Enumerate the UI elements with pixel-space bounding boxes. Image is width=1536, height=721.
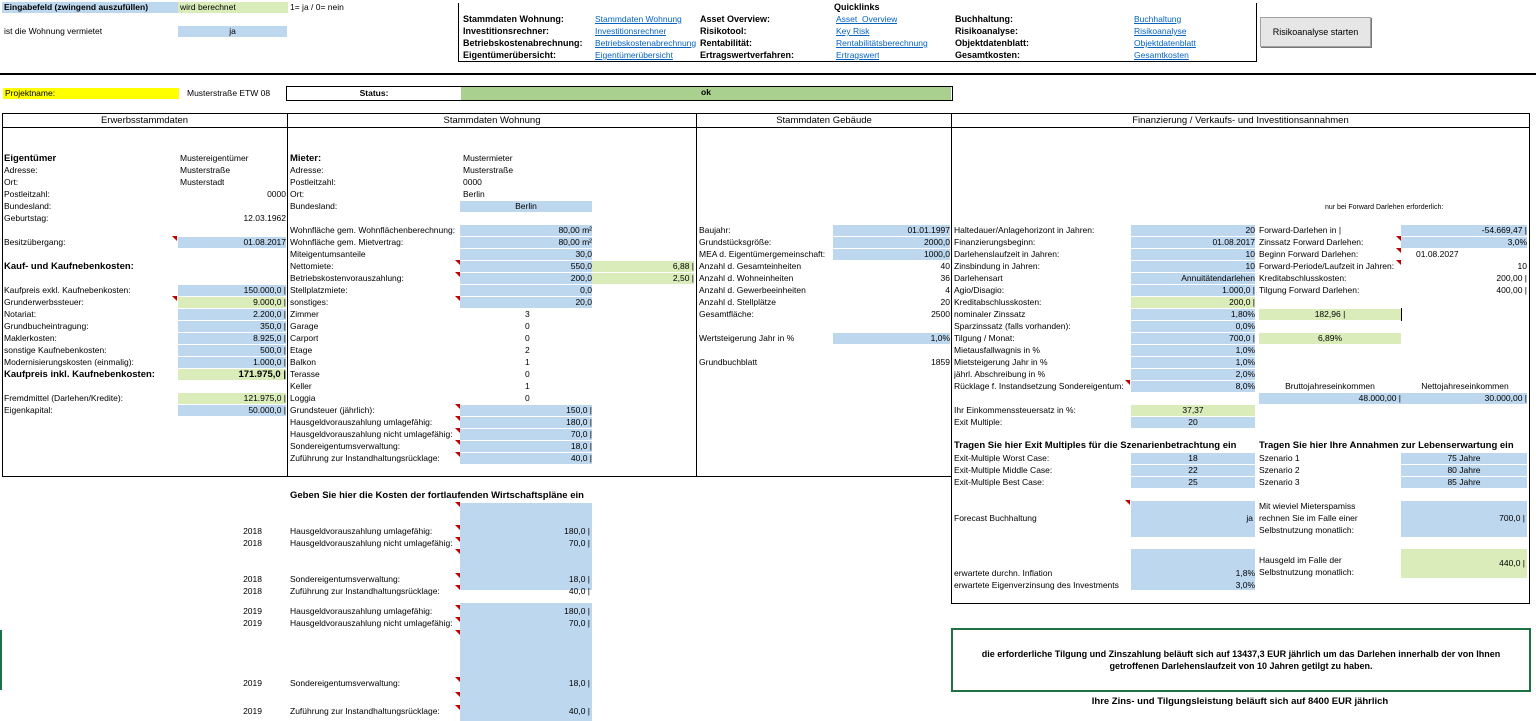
legend-yesno: 1= ja / 0= nein xyxy=(290,2,344,12)
cost-value: 9.000,0 | xyxy=(178,297,286,308)
plan-label: Hausgeldvorauszahlung nicht umlagefähig: xyxy=(290,618,453,628)
cost-label: sonstige Kaufnebenkosten: xyxy=(4,345,107,355)
gebaeude-label: Wertsteigerung Jahr in % xyxy=(699,333,795,343)
tenant-value[interactable]: Mustermieter xyxy=(463,153,513,163)
wohnung-row-label: Adresse: xyxy=(290,165,324,175)
quicklink-rentabilit-tsberechnung[interactable]: Rentabilitätsberechnung xyxy=(836,38,928,48)
comment-marker xyxy=(455,537,460,542)
mieter-q2: rechnen Sie im Falle einer xyxy=(1259,513,1358,523)
wohnung-value-input[interactable]: 200,0 xyxy=(460,273,592,284)
cost-label: Maklerkosten: xyxy=(4,333,57,343)
forward-label: Zinssatz Forward Darlehen: xyxy=(1259,237,1364,247)
finanz-value[interactable]: 01.08.2017 xyxy=(1131,237,1255,248)
gebaeude-value[interactable]: 20 xyxy=(940,297,950,307)
gebaeude-label: Anzahl d. Wohneinheiten xyxy=(699,273,794,283)
quicklink-gesamtkosten[interactable]: Gesamtkosten xyxy=(1134,50,1189,60)
cost-label: Grunderwerbssteuer: xyxy=(4,297,84,307)
forward-label: Forward-Darlehen in | xyxy=(1259,225,1342,235)
comment-marker xyxy=(455,677,460,682)
plan-label: Zuführung zur Instandhaltungsrücklage: xyxy=(290,586,440,596)
life-title: Tragen Sie hier Ihre Annahmen zur Lebenserwartung ein xyxy=(1259,440,1514,451)
room-value[interactable]: 0 xyxy=(525,393,530,403)
exit-title: Tragen Sie hier Exit Multiples für die Szenarienbetrachtung ein xyxy=(954,440,1237,451)
infl-input[interactable]: 1,8% xyxy=(1235,568,1255,578)
finanz-label: Tilgung / Monat: xyxy=(954,333,1015,343)
comment-marker xyxy=(455,416,460,421)
quicklink-stammdaten-wohnung[interactable]: Stammdaten Wohnung xyxy=(595,14,682,24)
room-label: Etage xyxy=(290,345,313,355)
finanz-value[interactable]: 1.000,0 | xyxy=(1131,285,1255,296)
forward-label: Tilgung Forward Darlehen: xyxy=(1259,285,1360,295)
quicklink-label: Rentabilität: xyxy=(700,38,753,48)
comment-marker xyxy=(1396,248,1401,253)
exit-scenario-label: Exit-Multiple Worst Case: xyxy=(954,453,1050,463)
wohnung-row-value[interactable]: 0000 xyxy=(463,177,482,187)
cost-value[interactable]: 1.000,0 | xyxy=(178,357,286,368)
finanz-value[interactable]: 20 xyxy=(1131,225,1255,236)
frame-left xyxy=(2,113,3,476)
plan-year: 2018 xyxy=(243,586,262,596)
wohnung-value-label: Nettomiete: xyxy=(290,261,334,271)
fee-label: Hausgeldvorauszahlung nicht umlagefähig: xyxy=(290,429,453,439)
calc-value-1: 182,96 | xyxy=(1259,309,1401,320)
frame-gebaeude-right xyxy=(951,113,952,604)
erwerb-row-label: Bundesland: xyxy=(4,201,52,211)
comment-marker xyxy=(1396,236,1401,241)
cost-label: Notariat: xyxy=(4,309,37,319)
fee-label: Zuführung zur Instandhaltungsrücklage: xyxy=(290,453,440,463)
hausgeld-q2: Selbstnutzung monatlich: xyxy=(1259,567,1354,577)
wohnung-row-value[interactable]: Musterstraße xyxy=(463,165,514,175)
comment-marker xyxy=(455,630,460,635)
quicklink-label: Eigentümerübersicht: xyxy=(463,50,557,60)
finanz-label: jährl. Abschreibung in % xyxy=(954,369,1046,379)
plan-input[interactable]: 180,0 | xyxy=(564,526,590,536)
finanz-label: Darlehensart xyxy=(954,273,1003,283)
header-erwerb: Erwerbsstammdaten xyxy=(100,115,189,126)
plan-year: 2018 xyxy=(243,526,262,536)
quicklink-label: Risikotool: xyxy=(700,26,747,36)
room-value[interactable]: 1 xyxy=(525,381,530,391)
quicklink-label: Ertragswertverfahren: xyxy=(700,50,795,60)
finanz-value[interactable]: 2,0% xyxy=(1131,369,1255,380)
hausgeld-input[interactable]: 440,0 | xyxy=(1499,558,1525,568)
quicklink-eigent-mer-bersicht[interactable]: Eigentümerübersicht xyxy=(595,50,673,60)
comment-marker xyxy=(455,404,460,409)
exit-scenario-input[interactable]: 18 xyxy=(1131,453,1255,464)
finanz-label: Kreditabschlusskosten: xyxy=(954,297,1042,307)
fee-input[interactable]: 40,0 | xyxy=(460,453,592,464)
risk-analysis-button[interactable]: Risikoanalyse starten xyxy=(1260,17,1371,47)
eigen-label: Eigenkapital: xyxy=(4,405,53,415)
wohnung-value-input[interactable]: 550,0 xyxy=(460,261,592,272)
section-top-line xyxy=(2,113,1529,114)
plan-input[interactable]: 40,0 | xyxy=(568,706,590,716)
finanz-value: 200,0 | xyxy=(1131,297,1255,308)
plan-input[interactable]: 40,0 | xyxy=(568,586,590,596)
besitz-label: Besitzübergang: xyxy=(4,237,66,247)
cost-label: Modernisierungskosten (einmalig): xyxy=(4,357,134,367)
gebaeude-label: Gesamtfläche: xyxy=(699,309,754,319)
calc-value-2: 6,89% xyxy=(1259,333,1401,344)
legend-computed: wird berechnet xyxy=(178,2,288,13)
legend-input: Eingabefeld (zwingend auszufüllen) xyxy=(2,2,179,13)
summary-text: die erforderliche Tilgung und Zinszahlung beläuft sich auf 13437,3 EUR jährlich um das Darlehen innerhalb der von Ihnen getroffenen Darlehenslaufzeit von 10 Jahren getilgt zu haben. xyxy=(981,649,1501,671)
mieter-input[interactable]: 700,0 | xyxy=(1499,513,1525,523)
plan-label: Hausgeldvorauszahlung nicht umlagefähig: xyxy=(290,538,453,548)
comment-marker xyxy=(455,296,460,301)
quicklink-buchhaltung[interactable]: Buchhaltung xyxy=(1134,14,1182,24)
finanz-value[interactable]: 1,0% xyxy=(1131,345,1255,356)
wohnung-value-input[interactable]: 0,0 xyxy=(460,285,592,296)
income-gross-input[interactable]: 48.000,00 | xyxy=(1259,393,1401,404)
wohnung-row-value[interactable]: Berlin xyxy=(460,201,592,212)
comment-marker xyxy=(172,236,177,241)
room-label: Terasse xyxy=(290,369,320,379)
life-scenario-input[interactable]: 75 Jahre xyxy=(1401,453,1527,464)
quicklink-label: Asset Overview: xyxy=(700,14,771,24)
quicklink-ertragswert[interactable]: Ertragswert xyxy=(836,50,880,60)
income-net-label: Nettojahreseinkommen xyxy=(1421,381,1509,391)
plan-year: 2018 xyxy=(243,574,262,584)
plan-input[interactable]: 180,0 | xyxy=(564,606,590,616)
infl-label: erwartete durchn. Inflation xyxy=(954,568,1053,578)
comment-marker xyxy=(455,549,460,554)
cost-label: Kaufpreis exkl. Kaufnebenkosten: xyxy=(4,285,131,295)
finanz-value[interactable]: 1,0% xyxy=(1131,357,1255,368)
finanz-label: Zinsbindung in Jahren: xyxy=(954,261,1041,271)
forecast-label: Forecast Buchhaltung xyxy=(954,513,1037,523)
comment-marker xyxy=(455,525,460,530)
erwerb-row-value[interactable]: 12.03.1962 xyxy=(243,213,286,223)
forward-value[interactable]: -54.669,47 | xyxy=(1401,225,1527,236)
room-value[interactable]: 0 xyxy=(525,369,530,379)
room-label: Garage xyxy=(290,321,319,331)
plan-input[interactable]: 18,0 | xyxy=(568,574,590,584)
finanz-value[interactable]: Annuitätendarlehen xyxy=(1131,273,1255,284)
exit-scenario-label: Exit-Multiple Middle Case: xyxy=(954,465,1053,475)
life-scenario-label: Szenario 2 xyxy=(1259,465,1300,475)
quicklink-label: Investitionsrechner: xyxy=(463,26,550,36)
gebaeude-label: MEA d. Eigentümergemeinschaft: xyxy=(699,249,826,259)
wohnung-value-input[interactable]: 30,0 xyxy=(460,249,592,260)
erwerb-row-label: Geburtstag: xyxy=(4,213,49,223)
plans-title: Geben Sie hier die Kosten der fortlaufenden Wirtschaftspläne ein xyxy=(290,490,584,501)
plan-input[interactable]: 18,0 | xyxy=(568,678,590,688)
wohnung-row-label: Postleitzahl: xyxy=(290,177,336,187)
plan-input[interactable]: 70,0 | xyxy=(568,538,590,548)
gebaeude-value[interactable]: 1,0% xyxy=(833,333,950,344)
life-scenario-label: Szenario 3 xyxy=(1259,477,1300,487)
quicklink-label: Gesamtkosten: xyxy=(955,50,1021,60)
comment-marker xyxy=(455,692,460,697)
finanz-label: Sparzinssatz (falls vorhanden): xyxy=(954,321,1071,331)
gebaeude-value[interactable]: 2500 xyxy=(931,309,950,319)
erwerb-row-label: Postleitzahl: xyxy=(4,189,50,199)
erwerb-row-value[interactable]: Musterstraße xyxy=(180,165,231,175)
calc-border xyxy=(1401,308,1402,321)
gebaeude-label: Anzahl d. Gesamteinheiten xyxy=(699,261,802,271)
status-value: ok xyxy=(461,87,951,100)
comment-marker xyxy=(455,605,460,610)
room-value[interactable]: 1 xyxy=(525,357,530,367)
wohnung-value-label: Miteigentumsanteile xyxy=(290,249,366,259)
gebaeude-value[interactable]: 40 xyxy=(940,261,950,271)
finanz-value[interactable]: 0,0% xyxy=(1131,321,1255,332)
cost-label: Grundbucheintragung: xyxy=(4,321,89,331)
mieter-q3: Selbstnutzung monatlich: xyxy=(1259,525,1354,535)
finanz-label: Mietausfallwagnis in % xyxy=(954,345,1040,355)
owner-value[interactable]: Mustereigentümer xyxy=(180,153,249,163)
tax-value: 37,37 xyxy=(1131,405,1255,416)
comment-marker xyxy=(455,452,460,457)
project-label: Projektname: xyxy=(3,88,179,99)
frame-erwerb-right xyxy=(287,113,288,476)
total-value: 171.975,0 | xyxy=(178,369,286,380)
finanz-label: Darlehenslaufzeit in Jahren: xyxy=(954,249,1060,259)
frame-finanz-bottom xyxy=(951,603,1530,604)
fee-input[interactable]: 70,0 | xyxy=(460,429,592,440)
wohnung-row-value[interactable]: Berlin xyxy=(463,189,485,199)
plan-label: Sondereigentumsverwaltung: xyxy=(290,574,401,584)
life-scenario-input[interactable]: 85 Jahre xyxy=(1401,477,1527,488)
section-header-line xyxy=(2,127,1529,128)
gebaeude-value[interactable]: 1000,0 xyxy=(833,249,950,260)
fee-label: Sondereigentumsverwaltung: xyxy=(290,441,401,451)
room-value[interactable]: 3 xyxy=(525,309,530,319)
finanz-label: Mietsteigerung Jahr in % xyxy=(954,357,1048,367)
forecast-value[interactable]: ja xyxy=(1246,513,1253,523)
comment-marker xyxy=(455,705,460,710)
wohnung-value-input[interactable]: 80,00 m² xyxy=(460,225,592,236)
exit-input[interactable]: 20 xyxy=(1131,417,1255,428)
forward-label: Beginn Forward Darlehen: xyxy=(1259,249,1359,259)
finanz-label: Agio/Disagio: xyxy=(954,285,1005,295)
fee-input[interactable]: 180,0 | xyxy=(460,417,592,428)
life-scenario-input[interactable]: 80 Jahre xyxy=(1401,465,1527,476)
room-label: Keller xyxy=(290,381,312,391)
fremd-label: Fremdmittel (Darlehen/Kredite): xyxy=(4,393,124,403)
quicklink-investitionsrechner[interactable]: Investitionsrechner xyxy=(595,26,667,36)
fee-label: Hausgeldvorauszahlung umlagefähig: xyxy=(290,417,433,427)
room-value[interactable]: 2 xyxy=(525,345,530,355)
plan-label: Zuführung zur Instandhaltungsrücklage: xyxy=(290,706,440,716)
plan-label: Hausgeldvorauszahlung umlagefähig: xyxy=(290,526,433,536)
cost-value[interactable]: 8.925,0 | xyxy=(178,333,286,344)
cost-value[interactable]: 500,0 | xyxy=(178,345,286,356)
plan-label: Sondereigentumsverwaltung: xyxy=(290,678,401,688)
gebaeude-label: Anzahl d. Gewerbeeinheiten xyxy=(699,285,806,295)
room-value[interactable]: 0 xyxy=(525,333,530,343)
forward-note: nur bei Forward Darlehen erforderlich: xyxy=(1325,204,1444,211)
owner-title: Eigentümer xyxy=(4,153,57,164)
wohnung-row-label: Bundesland: xyxy=(290,201,338,211)
hausgeld-q1: Hausgeld im Falle der xyxy=(1259,555,1342,565)
comment-marker xyxy=(455,573,460,578)
quicklinks-bottom-border xyxy=(458,61,1257,62)
plan-year: 2019 xyxy=(243,678,262,688)
wohnung-value-label: Betriebskostenvorauszahlung: xyxy=(290,273,404,283)
comment-marker xyxy=(455,428,460,433)
header-finanz: Finanzierung / Verkaufs- und Investitionsannahmen xyxy=(1132,115,1349,126)
left-green-edge xyxy=(0,630,2,690)
gebaeude-value[interactable]: 2000,0 xyxy=(833,237,950,248)
summary-payment: Ihre Zins- und Tilgungsleistung beläuft sich auf 8400 EUR jährlich xyxy=(1091,696,1389,707)
wohnung-row-label: Ort: xyxy=(290,189,305,199)
erwerb-row-value[interactable]: Musterstadt xyxy=(180,177,225,187)
plan-year: 2019 xyxy=(243,606,262,616)
finanz-label: Haltedauer/Anlagehorizont in Jahren: xyxy=(954,225,1095,235)
room-value[interactable]: 0 xyxy=(525,321,530,331)
comment-marker xyxy=(455,502,460,507)
room-label: Carport xyxy=(290,333,319,343)
quicklink-label: Stammdaten Wohnung: xyxy=(463,14,564,24)
quicklink-label: Buchhaltung: xyxy=(955,14,1013,24)
header-wohnung: Stammdaten Wohnung xyxy=(443,115,541,126)
comment-marker xyxy=(455,272,460,277)
gebaeude-label: Anzahl d. Stellplätze xyxy=(699,297,777,307)
fee-input[interactable]: 18,0 | xyxy=(460,441,592,452)
summary-box xyxy=(951,628,1531,692)
quicklink-risikoanalyse[interactable]: Risikoanalyse xyxy=(1134,26,1187,36)
eigen-input[interactable]: 50.000,0 | xyxy=(178,405,286,416)
comment-marker xyxy=(455,617,460,622)
cost-value[interactable]: 150.000,0 | xyxy=(178,285,286,296)
finanz-value[interactable]: 700,0 | xyxy=(1131,333,1255,344)
finanz-label: Finanzierungsbeginn: xyxy=(954,237,1036,247)
plan-input[interactable]: 70,0 | xyxy=(568,618,590,628)
wohnung-value-label: Stellplatzmiete: xyxy=(290,285,348,295)
kauf-title: Kauf- und Kaufnebenkosten: xyxy=(4,261,134,272)
erwerb-row-value[interactable] xyxy=(178,201,286,212)
exit-scenario-input[interactable]: 22 xyxy=(1131,465,1255,476)
plan-label: Hausgeldvorauszahlung umlagefähig: xyxy=(290,606,433,616)
quicklinks-right-border xyxy=(1256,3,1257,61)
erwerb-row-value[interactable]: 0000 xyxy=(267,189,286,199)
comment-marker xyxy=(455,440,460,445)
cost-value[interactable]: 2.200,0 | xyxy=(178,309,286,320)
finanz-value[interactable]: 10 xyxy=(1131,261,1255,272)
quicklink-betriebskostenabrechnung[interactable]: Betriebskostenabrechnung xyxy=(595,38,697,48)
comment-marker xyxy=(172,296,177,301)
quicklink-label: Betriebskostenabrechnung: xyxy=(463,38,583,48)
frame-right xyxy=(1529,113,1530,604)
status-label: Status: xyxy=(359,88,389,98)
forward-value[interactable]: 01.08.2027 xyxy=(1416,249,1459,259)
life-scenario-label: Szenario 1 xyxy=(1259,453,1300,463)
income-net-input[interactable]: 30.000,00 | xyxy=(1401,393,1527,404)
fee-label: Grundsteuer (jährlich): xyxy=(290,405,375,415)
forward-value[interactable]: 3,0% xyxy=(1401,237,1527,248)
room-label: Zimmer xyxy=(290,309,319,319)
wohnung-value-label: Wohnfläche gem. Mietvertrag: xyxy=(290,237,404,247)
wohnung-value-label: Wohnfläche gem. Wohnflächenberechnung: xyxy=(290,225,456,235)
fremd-value: 121.975,0 | xyxy=(178,393,286,404)
header-gebaeude: Stammdaten Gebäude xyxy=(776,115,872,126)
mieter-q1: Mit wieviel Mieterspamiss xyxy=(1259,501,1356,511)
gebaeude-value[interactable]: 4 xyxy=(945,285,950,295)
quicklink-objektdatenblatt[interactable]: Objektdatenblatt xyxy=(1134,38,1196,48)
frame-wohnung-right xyxy=(696,113,697,476)
forward-label: Kreditabschlusskosten: xyxy=(1259,273,1347,283)
wohnung-value-label: sonstiges: xyxy=(290,297,329,307)
forward-value[interactable]: 10 xyxy=(1517,261,1527,271)
tax-label: Ihr Einkommenssteuersatz in %: xyxy=(954,405,1076,415)
exit-scenario-input[interactable]: 25 xyxy=(1131,477,1255,488)
gebaeude-label: Baujahr: xyxy=(699,225,731,235)
tenant-title: Mieter: xyxy=(290,153,322,164)
comment-marker xyxy=(1396,260,1401,265)
frame-mid-bottom xyxy=(2,476,952,477)
finanz-label: nominaler Zinssatz xyxy=(954,309,1026,319)
project-name[interactable]: Musterstraße ETW 08 xyxy=(187,88,271,98)
room-label: Loggia xyxy=(290,393,316,403)
gebaeude-label: Grundstücksgröße: xyxy=(699,237,772,247)
erwerb-row-label: Ort: xyxy=(4,177,19,187)
quicklink-label: Risikoanalyse: xyxy=(955,26,1019,36)
erwerb-row-label: Adresse: xyxy=(4,165,38,175)
eigenv-input[interactable]: 3,0% xyxy=(1235,580,1255,590)
forward-label: Forward-Periode/Laufzeit in Jahren: xyxy=(1259,261,1395,271)
rented-input[interactable]: ja xyxy=(178,26,287,37)
quicklink-asset-overview[interactable]: Asset_Overview xyxy=(836,14,898,24)
quicklink-label: Objektdatenblatt: xyxy=(955,38,1030,48)
forward-value[interactable]: 200,00 | xyxy=(1496,273,1527,283)
comment-marker xyxy=(1125,380,1130,385)
finanz-value[interactable]: 1,80% xyxy=(1131,309,1255,320)
comment-marker xyxy=(1125,500,1130,505)
comment-marker xyxy=(455,260,460,265)
comment-marker xyxy=(455,585,460,590)
besitz-input[interactable]: 01.08.2017 xyxy=(178,237,286,248)
plan-year: 2019 xyxy=(243,618,262,628)
finanz-label: Rücklage f. Instandsetzung Sondereigentum: xyxy=(954,381,1124,391)
rent-per-sqm: 2,50 | xyxy=(592,273,694,284)
fee-input[interactable]: 150,0 | xyxy=(460,405,592,416)
eigenv-label: erwartete Eigenverzinsung des Investments xyxy=(954,580,1119,590)
quicklinks-title: Quicklinks xyxy=(834,2,880,12)
exit-label: Exit Multiple: xyxy=(954,417,1003,427)
gebaeude-value[interactable]: 36 xyxy=(940,273,950,283)
wohnung-value-input[interactable]: 80,00 m² xyxy=(460,237,592,248)
income-gross-label: Bruttojahreseinkommen xyxy=(1285,381,1375,391)
quicklink-key-risk[interactable]: Key Risk xyxy=(836,26,870,36)
plan-year: 2018 xyxy=(243,538,262,548)
forward-value[interactable]: 400,00 | xyxy=(1496,285,1527,295)
finanz-value[interactable]: 8,0% xyxy=(1131,381,1255,392)
gebaeude-label: Grundbuchblatt xyxy=(699,357,758,367)
wohnung-value-input[interactable]: 20,0 xyxy=(460,297,592,308)
exit-scenario-label: Exit-Multiple Best Case: xyxy=(954,477,1045,487)
rented-label: ist die Wohnung vermietet xyxy=(4,26,103,36)
finanz-value[interactable]: 10 xyxy=(1131,249,1255,260)
gebaeude-value[interactable]: 1859 xyxy=(931,357,950,367)
top-divider xyxy=(0,73,1536,75)
rent-per-sqm: 6,88 | xyxy=(592,261,694,272)
plan-year: 2019 xyxy=(243,706,262,716)
quicklinks-left-border xyxy=(458,3,459,61)
gebaeude-value[interactable]: 01.01.1997 xyxy=(833,225,950,236)
total-label: Kaufpreis inkl. Kaufnebenkosten: xyxy=(4,369,155,380)
room-label: Balkon xyxy=(290,357,316,367)
cost-value[interactable]: 350,0 | xyxy=(178,321,286,332)
